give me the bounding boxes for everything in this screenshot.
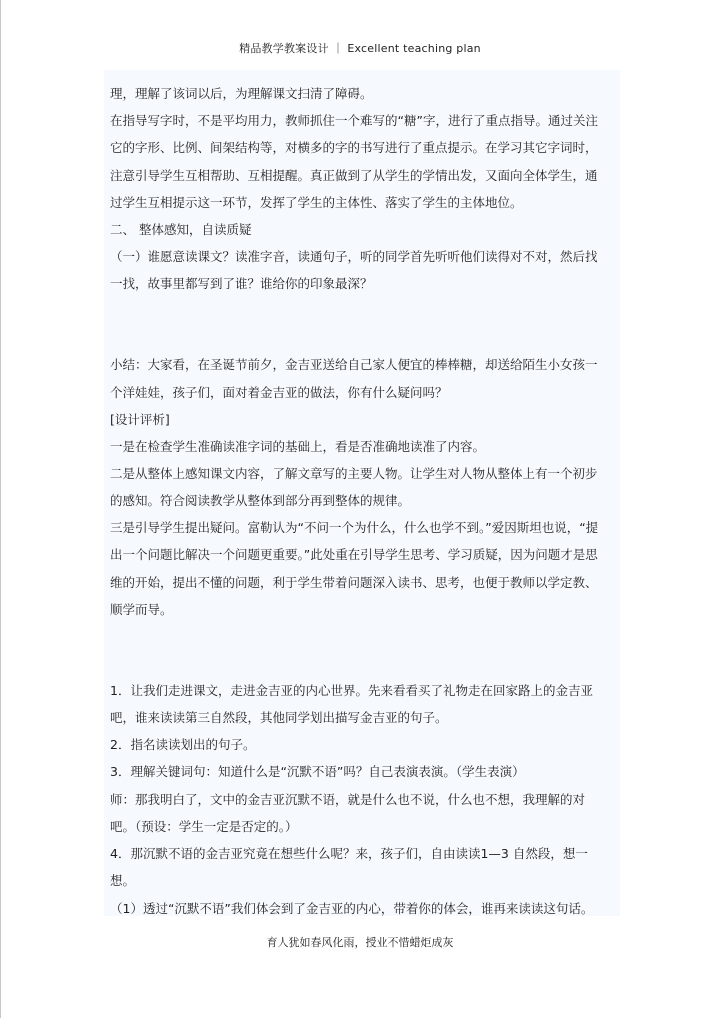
section-heading: 二、 整体感知，自读质疑 <box>110 222 252 237</box>
text-line: 顺学而导。 <box>110 602 173 617</box>
text-line: 理，理解了该词以后，为理解课文扫清了障碍。 <box>110 86 373 101</box>
list-item: 4．那沉默不语的金吉亚究竟在想些什么呢？来，孩子们，自由读读1—3 自然段，想一 <box>110 846 588 861</box>
text-line: 吧。（预设：学生一定是否定的。） <box>110 819 298 834</box>
text-line: 个洋娃娃，孩子们，面对着金吉亚的做法，你有什么疑问吗？ <box>110 385 448 400</box>
text-line: 的感知。符合阅读教学从整体到部分再到整体的规律。 <box>110 493 411 508</box>
page-border <box>0 0 1 1018</box>
text-line: 吧，谁来读读第三自然段，其他同学划出描写金吉亚的句子。 <box>110 710 448 725</box>
list-item: 1．让我们走进课文，走进金吉亚的内心世界。先来看看买了礼物走在回家路上的金吉亚 <box>110 683 593 698</box>
text-line: 想。 <box>110 873 136 888</box>
text-line: 一是在检查学生准确读准字词的基础上，看是否准确地读准了内容。 <box>110 439 486 454</box>
text-line: 小结：大家看，在圣诞节前夕，金吉亚送给自己家人便宜的棒棒糖，却送给陌生小女孩一 <box>110 357 598 372</box>
text-line: （一）谁愿意读课文？读准字音，读通句子，听的同学首先听听他们读得对不对，然后找 <box>110 249 598 264</box>
text-line: 注意引导学生互相帮助、互相提醒。真正做到了从学生的学情出发，又面向全体学生，通 <box>110 168 598 183</box>
text-line: 师：那我明白了，文中的金吉亚沉默不语，就是什么也不说，什么也不想，我理解的对 <box>110 792 586 807</box>
text-line: 在指导写字时，不是平均用力，教师抓住一个难写的“糖”字，进行了重点指导。通过关注 <box>110 113 598 128</box>
text-line: 二是从整体上感知课文内容，了解文章写的主要人物。让学生对人物从整体上有一个初步 <box>110 466 598 481</box>
text-line: 三是引导学生提出疑问。富勒认为“不问一个为什么，什么也学不到。”爱因斯坦也说，“提 <box>110 520 599 535</box>
page-footer: 育人犹如春风化雨，授业不惜蜡炬成灰 <box>266 936 454 949</box>
text-line: 维的开始，提出不懂的问题，利于学生带着问题深入读书、思考，也便于教师以学定教、 <box>110 575 598 590</box>
text-line: 出一个问题比解决一个问题更重要。”此处重在引导学生思考、学习质疑，因为问题才是思 <box>110 547 598 562</box>
text-line: 一找，故事里都写到了谁？谁给你的印象最深？ <box>110 276 373 291</box>
text-line: （1）透过“沉默不语”我们体会到了金吉亚的内心，带着你的体会，谁再来读读这句话。 <box>110 901 594 916</box>
text-line: 过学生互相提示这一环节，发挥了学生的主体性、落实了学生的主体地位。 <box>110 195 523 210</box>
list-item: 3．理解关键词句：知道什么是“沉默不语”吗？自己表演表演。（学生表演） <box>110 764 525 779</box>
text-line: 它的字形、比例、间架结构等，对横多的字的书写进行了重点提示。在学习其它字词时， <box>110 140 598 155</box>
list-item: 2．指名读读划出的句子。 <box>110 737 256 752</box>
design-comment-label: [设计评析] <box>110 412 170 427</box>
page-header: 精品教学教案设计 ｜ Excellent teaching plan <box>239 42 481 55</box>
